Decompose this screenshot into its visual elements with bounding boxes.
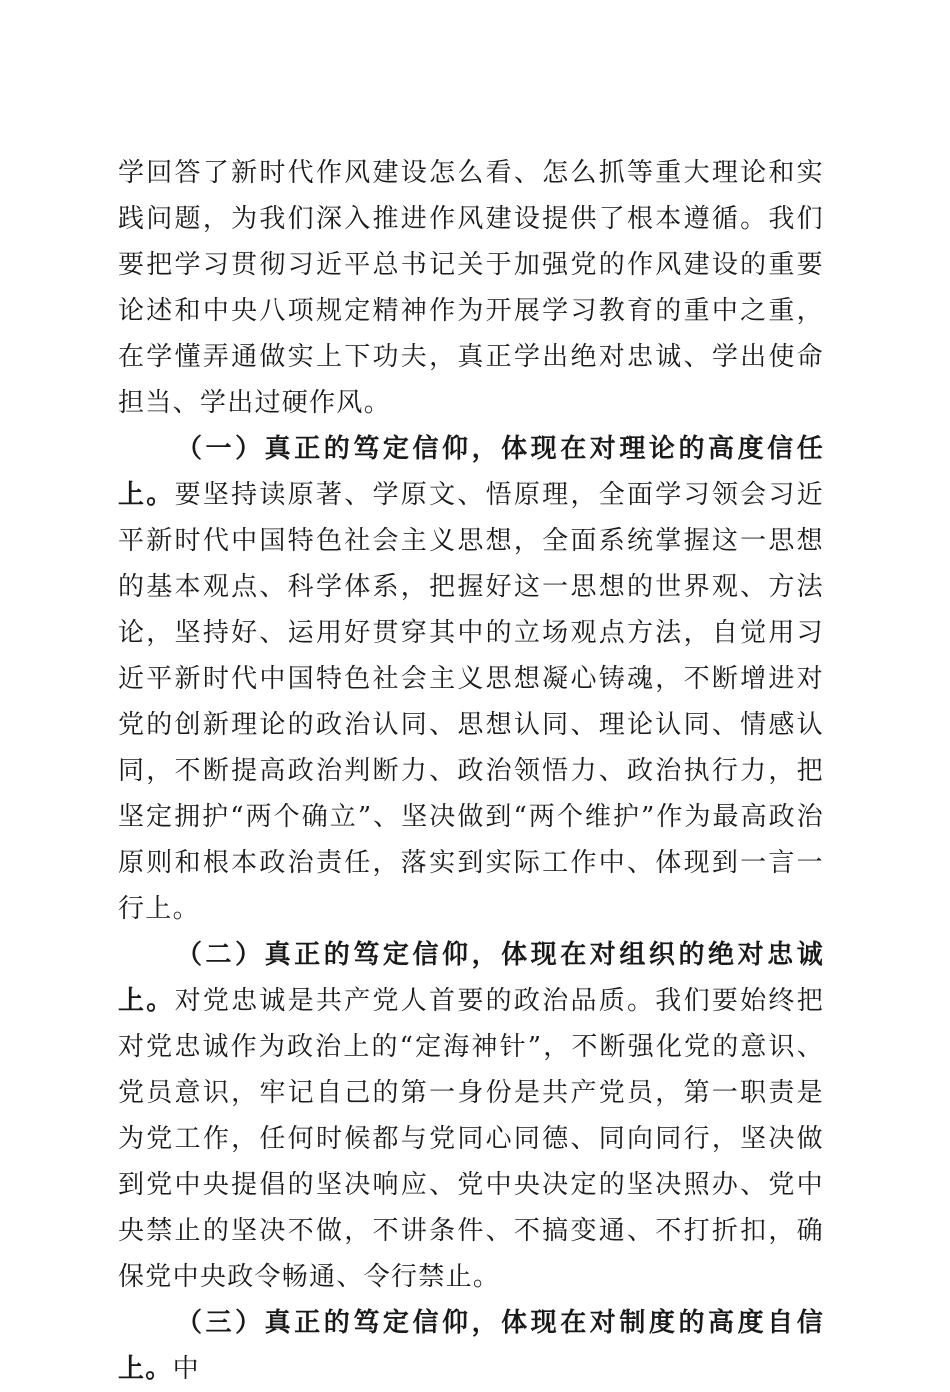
paragraph-body: 中 (172, 1354, 200, 1384)
paragraph-section-2 (118, 932, 824, 1300)
paragraph-intro-continuation (118, 150, 824, 426)
paragraph-body: 学回答了新时代作风建设怎么看、怎么抓等重大理论和实践问题，为我们深入推进作风建设提供了根本遵循。我们要把学习贯彻习近平总书记关于加强党的作风建设的重要论述和中央八项规定精神作为开展学习教育的重中之重，在学懂弄通做实上下功夫，真正学出绝对忠诚、学出使命担当、学出过硬作风。 (118, 158, 824, 418)
section-1-heading: （一）真正的笃定信仰，体现在对理论的高度信任上。 (118, 434, 824, 510)
paragraph-section-1 (118, 426, 824, 932)
paragraph-section-3 (118, 1300, 824, 1392)
document-page (118, 150, 824, 1392)
paragraph-body: 要坚持读原著、学原文、悟原理，全面学习领会习近平新时代中国特色社会主义思想，全面系统掌握这一思想的基本观点、科学体系，把握好这一思想的世界观、方法论，坚持好、运用好贯穿其中的立场观点方法，自觉用习近平新时代中国特色社会主义思想凝心铸魂，不断增进对党的创新理论的政治认同、思想认同、理论认同、情感认同，不断提高政治判断力、政治领悟力、政治执行力，把坚定拥护“两个确立”、坚决做到“两个维护”作为最高政治原则和根本政治责任，落实到实际工作中、体现到一言一行上。 (118, 480, 824, 924)
section-3-heading: （三）真正的笃定信仰，体现在对制度的高度自信上。 (118, 1308, 824, 1384)
paragraph-body: 对党忠诚是共产党人首要的政治品质。我们要始终把对党忠诚作为政治上的“定海神针”，不断强化党的意识、党员意识，牢记自己的第一身份是共产党员，第一职责是为党工作，任何时候都与党同心同德、同向同行，坚决做到党中央提倡的坚决响应、党中央决定的坚决照办、党中央禁止的坚决不做，不讲条件、不搞变通、不打折扣，确保党中央政令畅通、令行禁止。 (118, 986, 824, 1292)
section-2-heading: （二）真正的笃定信仰，体现在对组织的绝对忠诚上。 (118, 940, 824, 1016)
